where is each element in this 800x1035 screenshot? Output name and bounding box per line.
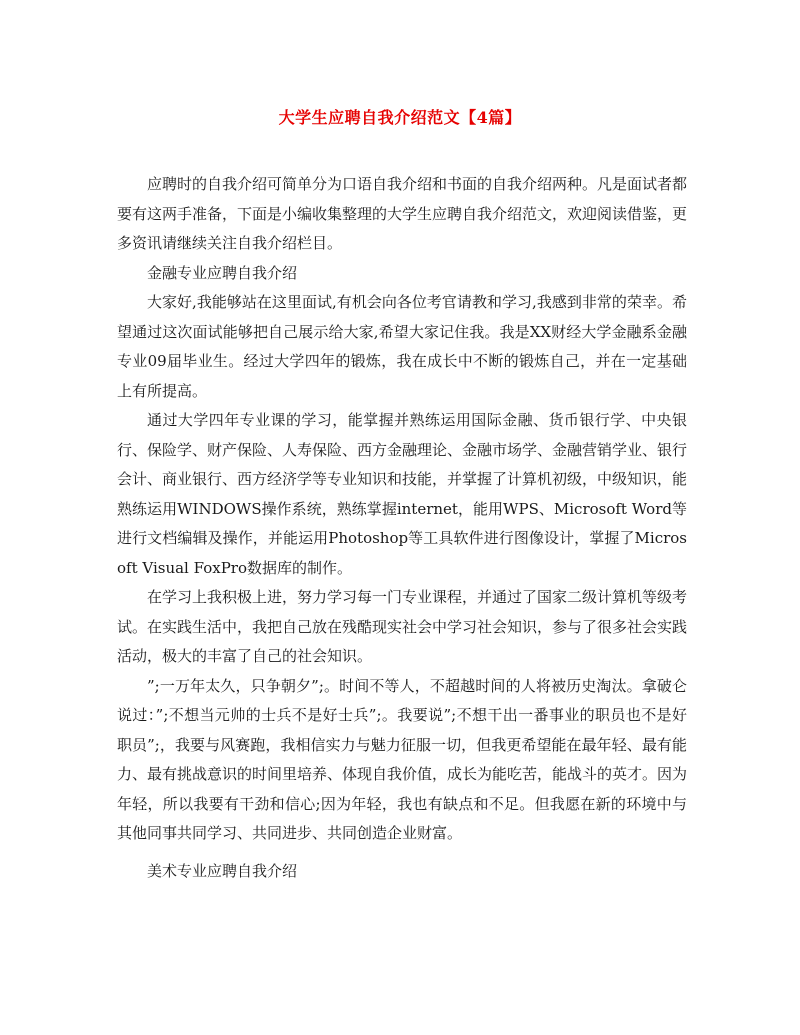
section-heading-art: 美术专业应聘自我介绍 <box>147 861 298 880</box>
paragraph-greeting: 大家好,我能够站在这里面试,有机会向各位考官请教和学习,我感到非常的荣幸。希望通过这次面试能够把自己展示给大家,希望大家记住我。我是XX财经大学金融系金融专业09届毕业生。经过大学四年的锻炼，我在成长中不断的锻炼自己，并在一定基础上有所提高。 <box>117 293 687 400</box>
paragraph-study: 在学习上我积极上进，努力学习每一门专业课程，并通过了国家二级计算机等级考试。在实践生活中，我把自己放在残酷现实社会中学习社会知识，参与了很多社会实践活动，极大的丰富了自己的社会知识。 <box>117 588 688 665</box>
paragraph-ambition: ”;一万年太久，只争朝夕”;。时间不等人，不超越时间的人将被历史淘汰。拿破仑说过：”;不想当元帅的士兵不是好士兵”;。我要说”;不想干出一番事业的职员也不是好职员”;，我要与风赛跑，我相信实力与魅力征服一切，但我更希望能在最年轻、最有能力、最有挑战意识的时间里培养、体现自我价值，成长为能吃苦，能战斗的英才。因为年轻，所以我要有干劲和信心;因为年轻，我也有缺点和不足。但我愿在新的环境中与其他同事共同学习、共同进步、共同创造企业财富。 <box>117 676 688 842</box>
section-heading-finance: 金融专业应聘自我介绍 <box>147 263 298 282</box>
intro-paragraph: 应聘时的自我介绍可简单分为口语自我介绍和书面的自我介绍两种。凡是面试者都要有这两手准备，下面是小编收集整理的大学生应聘自我介绍范文，欢迎阅读借鉴，更多资讯请继续关注自我介绍栏目。 <box>117 175 688 252</box>
document-body <box>117 170 687 886</box>
paragraph-skills: 通过大学四年专业课的学习，能掌握并熟练运用国际金融、货币银行学、中央银行、保险学、财产保险、人寿保险、西方金融理论、金融市场学、金融营销学业、银行会计、商业银行、西方经济学等专业知识和技能，并掌握了计算机初级，中级知识，能熟练运用WINDOWS操作系统，熟练掌握internet，能用WPS、Microsoft Word等进行文档编辑及操作，并能运用Photoshop等工具软件进行图像设计，掌握了Microsoft Visual FoxPro数据库的制作。 <box>117 411 688 577</box>
document-title: 大学生应聘自我介绍范文【4篇】 <box>278 108 522 127</box>
